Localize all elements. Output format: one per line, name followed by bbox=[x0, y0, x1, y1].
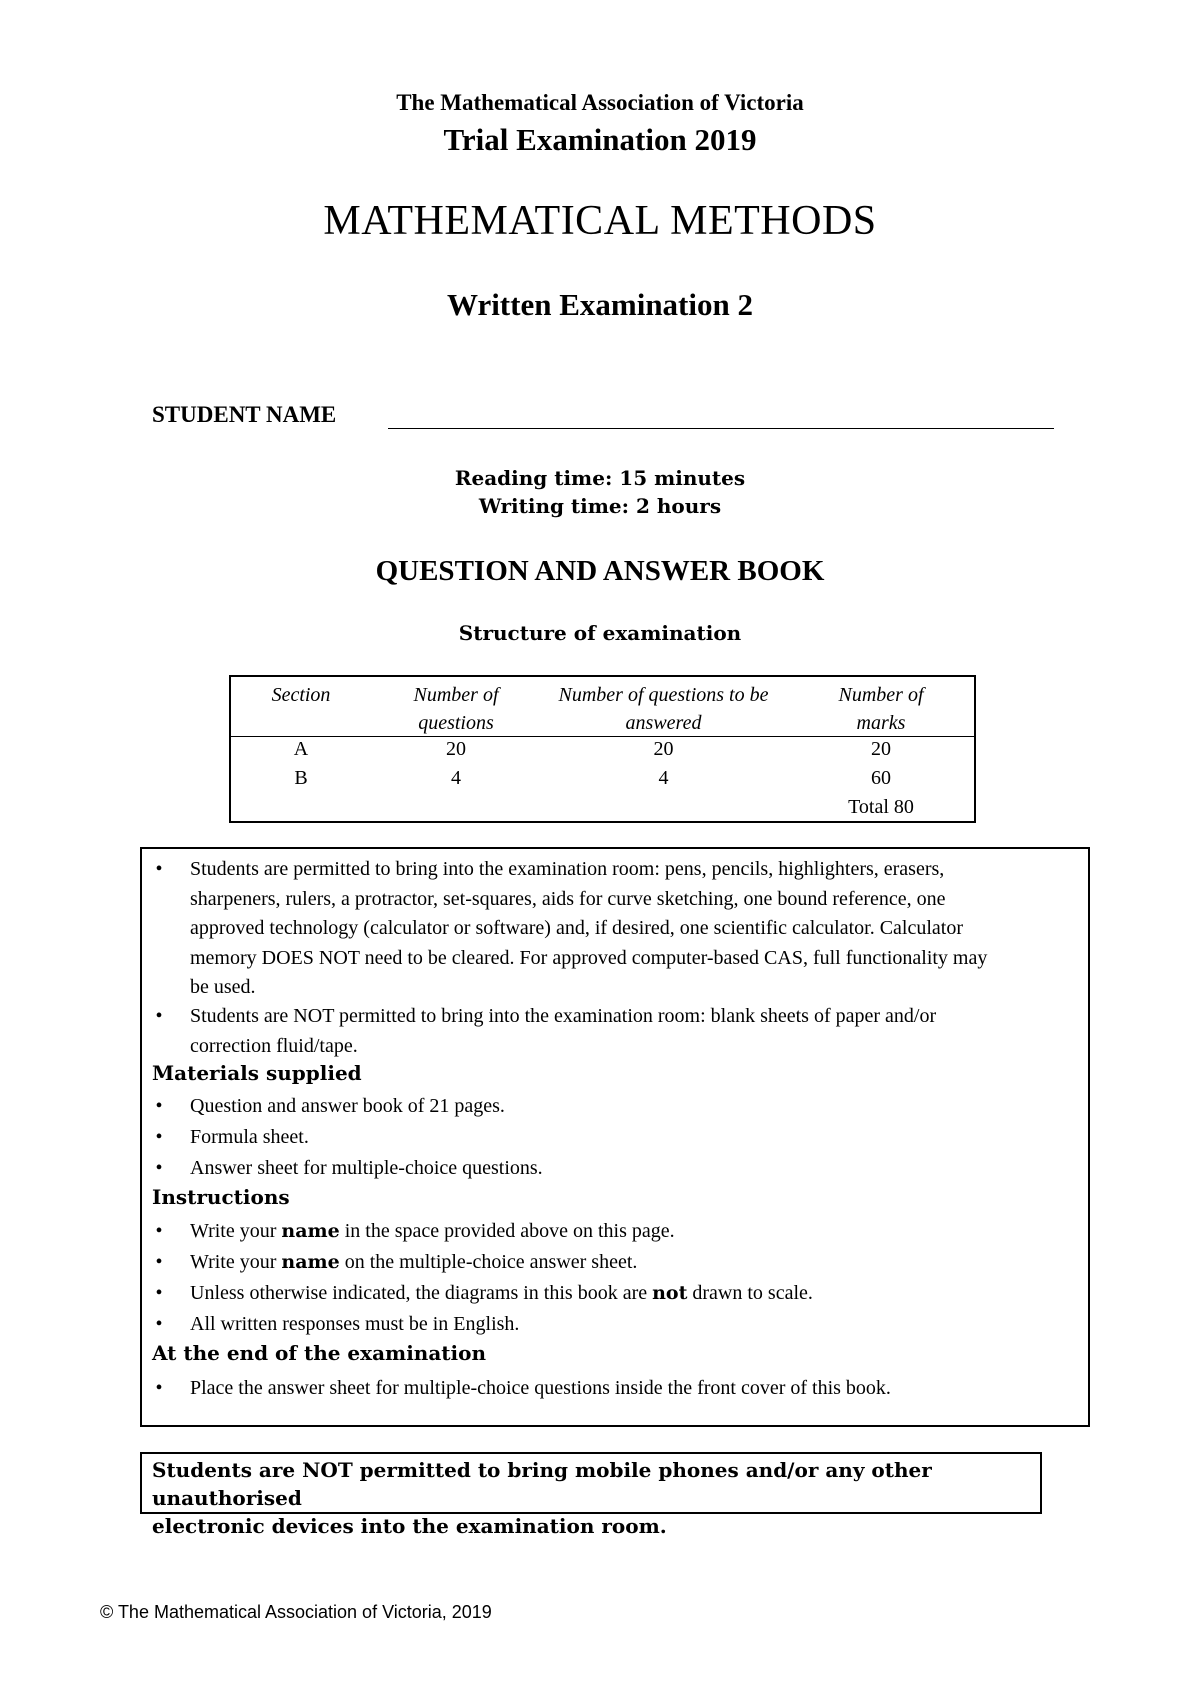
warning-box bbox=[140, 1452, 1042, 1538]
total-marks: Total 80 bbox=[848, 796, 914, 818]
bullet-icon: • bbox=[155, 1157, 163, 1179]
association-name: The Mathematical Association of Victoria bbox=[396, 90, 804, 115]
book-title: QUESTION AND ANSWER BOOK bbox=[375, 555, 825, 587]
copyright-notice: © The Mathematical Association of Victoria, 2019 bbox=[100, 1602, 492, 1622]
header-to-answer bbox=[541, 681, 786, 737]
bullet-icon: • bbox=[155, 1126, 163, 1148]
row-b-section: B bbox=[294, 767, 308, 789]
row-b-questions: 4 bbox=[451, 767, 461, 789]
instructions-heading: Instructions bbox=[152, 1185, 290, 1209]
header-marks-line2: marks bbox=[856, 712, 906, 734]
bullet-icon: • bbox=[155, 1313, 163, 1335]
header-section bbox=[231, 681, 371, 709]
reading-time: Reading time: 15 minutes bbox=[454, 466, 746, 490]
bullet-icon: • bbox=[155, 1377, 163, 1399]
header-num-questions bbox=[371, 681, 541, 737]
header-marks bbox=[786, 681, 976, 737]
bullet-icon: • bbox=[155, 1220, 163, 1242]
table-header-divider bbox=[231, 736, 974, 737]
row-a-answered: 20 bbox=[653, 738, 674, 760]
header-num-questions-line2: questions bbox=[418, 712, 494, 734]
row-a-marks: 20 bbox=[871, 738, 891, 760]
bullet-icon: • bbox=[155, 1251, 163, 1273]
instructions-box: • Students are permitted to bring into the examination room: pens, pencils, highlighters, erasers, sharpeners, rulers, a protractor, set-squares, aids for curve sketching, one bound reference, one approved technology (calculator or software) and, if desired, one scientific calculator. Calculator memory DOES NOT need to be cleared. For approved computer-based CAS, full functionality may be used. • Students are NOT permitted to bring into the examination room: blank sheets of paper and/or correction fluid/tape. Materials supplied • Question and answer book of 21 pages. • Formula sheet. • Answer sheet for multiple-choice questions. Instructions • Write your name in the space provided above on this page. • Write your name on the multiple-choice answer sheet. • Unless otherwise indicated, the diagrams in this book are not drawn to scale. • All written responses must be in English. At the end of the examination • Place the answer sheet for multiple-choice questions inside the front cover of this book. bbox=[140, 847, 1090, 1427]
bullet-icon: • bbox=[155, 1282, 163, 1304]
header-section-text: Section bbox=[271, 684, 331, 706]
structure-table bbox=[229, 675, 976, 823]
trial-title: Trial Examination 2019 bbox=[443, 122, 757, 157]
structure-title: Structure of examination bbox=[458, 621, 742, 645]
subject-title: MATHEMATICAL METHODS bbox=[323, 198, 877, 244]
header-num-questions-line1: Number of bbox=[413, 684, 499, 706]
header-marks-line1: Number of bbox=[838, 684, 924, 706]
student-name-line[interactable] bbox=[388, 428, 1054, 429]
row-b-answered: 4 bbox=[658, 767, 669, 789]
header-to-answer-line2: answered bbox=[625, 712, 702, 734]
bullet-icon: • bbox=[155, 1005, 163, 1027]
writing-time: Writing time: 2 hours bbox=[478, 494, 722, 518]
warning-line1: Students are NOT permitted to bring mobile phones and/or any other unauthorised bbox=[152, 1458, 932, 1510]
row-a-section: A bbox=[293, 738, 309, 760]
warning-line2: electronic devices into the examination room. bbox=[152, 1514, 667, 1538]
paper-title: Written Examination 2 bbox=[447, 287, 753, 322]
student-name-label: STUDENT NAME bbox=[152, 402, 337, 427]
materials-heading: Materials supplied bbox=[152, 1061, 362, 1085]
end-heading: At the end of the examination bbox=[152, 1341, 487, 1365]
header-to-answer-line1: Number of questions to be bbox=[558, 684, 769, 706]
bullet-icon: • bbox=[155, 858, 163, 880]
row-b-marks: 60 bbox=[871, 767, 891, 789]
bullet-icon: • bbox=[155, 1095, 163, 1117]
row-a-questions: 20 bbox=[446, 738, 466, 760]
